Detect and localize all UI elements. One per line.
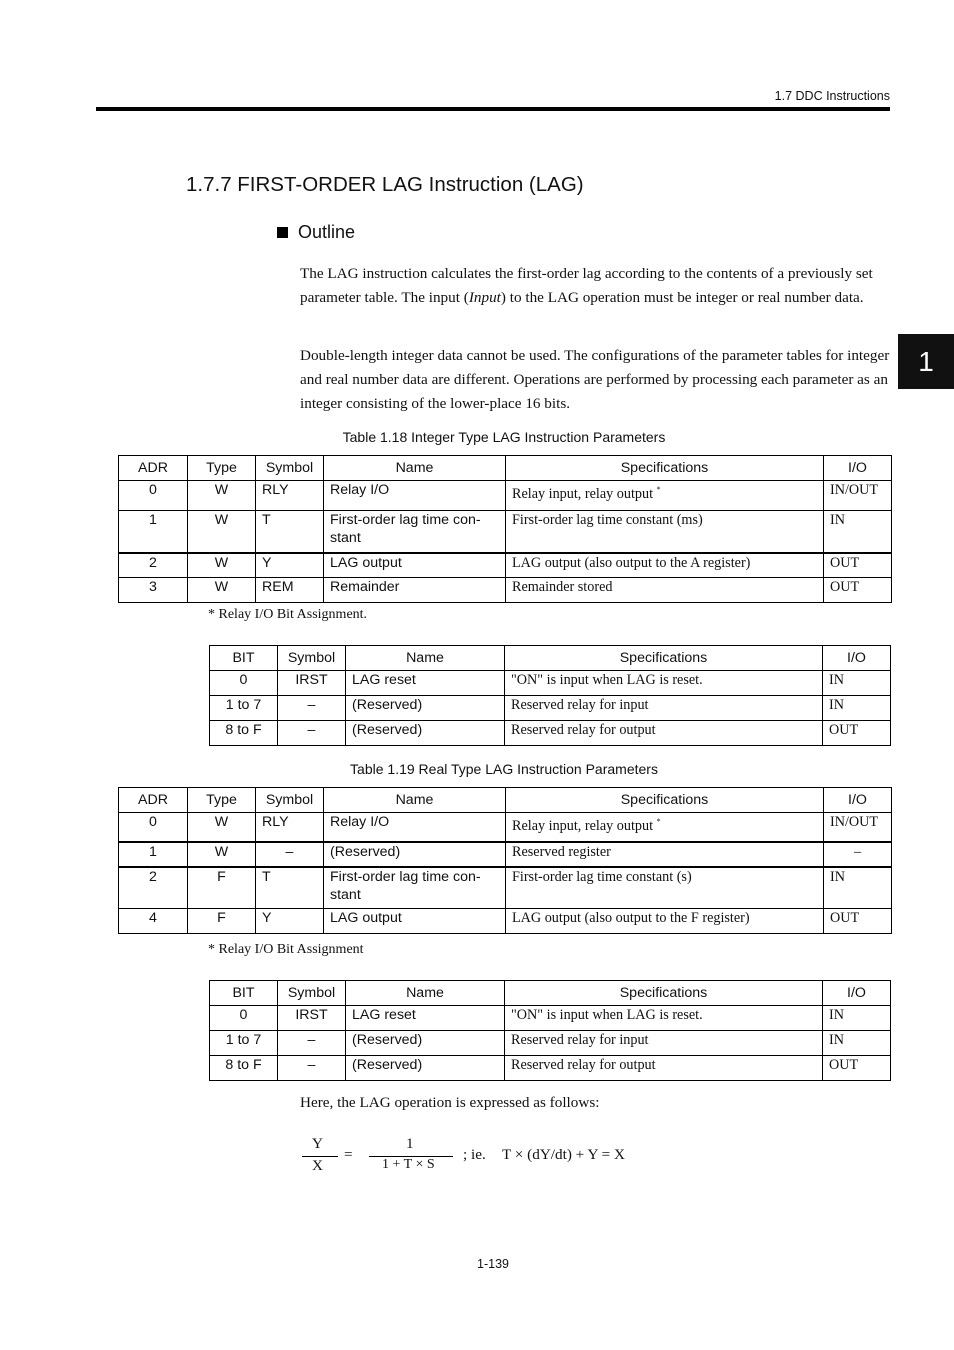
- chapter-tab: 1: [898, 334, 954, 389]
- equation-rhs-numerator: 1: [406, 1135, 414, 1152]
- cell-specifications: Reserved relay for input: [505, 696, 823, 721]
- cell-specifications: Reserved register: [506, 842, 824, 867]
- cell-symbol: RLY: [256, 481, 324, 511]
- cell-bit: 0: [210, 1006, 278, 1031]
- col-header-name: Name: [346, 646, 505, 671]
- cell-symbol: RLY: [256, 813, 324, 842]
- col-header-symbol: Symbol: [256, 456, 324, 481]
- cell-io: –: [824, 842, 892, 867]
- cell-type: W: [188, 511, 256, 553]
- cell-symbol: Y: [256, 553, 324, 578]
- cell-name: LAG reset: [346, 1006, 505, 1031]
- square-bullet-icon: [277, 227, 288, 238]
- cell-symbol: IRST: [278, 671, 346, 696]
- col-header-type: Type: [188, 788, 256, 813]
- cell-name: LAG reset: [346, 671, 505, 696]
- table-row: [210, 1006, 891, 1031]
- cell-specifications: Reserved relay for output: [505, 721, 823, 746]
- cell-symbol: –: [278, 696, 346, 721]
- cell-name: LAG output: [324, 909, 506, 934]
- col-header-name: Name: [346, 981, 505, 1006]
- cell-symbol: IRST: [278, 1006, 346, 1031]
- table-row: [119, 578, 892, 603]
- cell-type: W: [188, 813, 256, 842]
- cell-adr: 1: [119, 511, 188, 553]
- cell-name: Relay I/O: [324, 813, 506, 842]
- cell-type: W: [188, 578, 256, 603]
- cell-io: OUT: [824, 553, 892, 578]
- real-parameter-table: [118, 787, 892, 934]
- cell-name: Relay I/O: [324, 481, 506, 511]
- table-1-19-caption: Table 1.19 Real Type LAG Instruction Parameters: [350, 761, 658, 777]
- cell-bit: 8 to F: [210, 1056, 278, 1081]
- cell-type: F: [188, 867, 256, 909]
- col-header-adr: ADR: [119, 456, 188, 481]
- page-number: 1-139: [477, 1257, 509, 1271]
- cell-adr: 4: [119, 909, 188, 934]
- cell-io: IN/OUT: [824, 481, 892, 511]
- cell-bit: 0: [210, 671, 278, 696]
- cell-type: F: [188, 909, 256, 934]
- table-row: [119, 867, 892, 909]
- equation-rhs-denominator: 1 + T × S: [382, 1157, 435, 1172]
- col-header-name: Name: [324, 456, 506, 481]
- cell-name: Remainder: [324, 578, 506, 603]
- col-header-specifications: Specifications: [505, 646, 823, 671]
- cell-io: OUT: [824, 909, 892, 934]
- footnote-mark: *: [656, 485, 661, 494]
- cell-name: (Reserved): [346, 1056, 505, 1081]
- table-row: [210, 1031, 891, 1056]
- col-header-specifications: Specifications: [506, 788, 824, 813]
- col-header-io: I/O: [823, 981, 891, 1006]
- cell-symbol: Y: [256, 909, 324, 934]
- cell-io: OUT: [823, 1056, 891, 1081]
- cell-specifications: First-order lag time constant (ms): [506, 511, 824, 553]
- cell-symbol: –: [278, 1056, 346, 1081]
- col-header-bit: BIT: [210, 646, 278, 671]
- cell-symbol: –: [278, 721, 346, 746]
- cell-io: IN: [824, 867, 892, 909]
- paragraph-expression-intro: Here, the LAG operation is expressed as follows:: [300, 1094, 600, 1111]
- cell-type: W: [188, 553, 256, 578]
- table-1-18-caption: Table 1.18 Integer Type LAG Instruction Parameters: [342, 429, 666, 445]
- outline-heading: [277, 222, 355, 243]
- equation-lhs-denominator: X: [312, 1157, 323, 1174]
- cell-name: First-order lag time con-stant: [324, 511, 506, 553]
- cell-adr: 0: [119, 813, 188, 842]
- cell-type: W: [188, 481, 256, 511]
- table-row: [210, 696, 891, 721]
- relay-bit-table-integer: [209, 645, 891, 746]
- cell-specifications: Reserved relay for output: [505, 1056, 823, 1081]
- paragraph-intro: [300, 262, 892, 310]
- col-header-adr: ADR: [119, 788, 188, 813]
- cell-io: IN/OUT: [824, 813, 892, 842]
- cell-specifications: Reserved relay for input: [505, 1031, 823, 1056]
- equation-equals: =: [344, 1146, 353, 1163]
- cell-symbol: T: [256, 867, 324, 909]
- cell-name: First-order lag time con-stant: [324, 867, 506, 909]
- cell-io: IN: [823, 1006, 891, 1031]
- cell-spec-text: Relay input, relay output: [512, 818, 654, 834]
- cell-adr: 3: [119, 578, 188, 603]
- cell-symbol: T: [256, 511, 324, 553]
- cell-bit: 1 to 7: [210, 696, 278, 721]
- cell-adr: 0: [119, 481, 188, 511]
- footnote-mark: *: [656, 817, 661, 826]
- input-term: Input: [468, 289, 501, 306]
- cell-specifications: First-order lag time constant (s): [506, 867, 824, 909]
- table-row: [210, 1056, 891, 1081]
- cell-name: (Reserved): [346, 696, 505, 721]
- col-header-io: I/O: [824, 788, 892, 813]
- cell-specifications: [506, 481, 824, 511]
- cell-io: IN: [823, 671, 891, 696]
- cell-type: W: [188, 842, 256, 867]
- relay-bit-table-real: [209, 980, 891, 1081]
- cell-bit: 8 to F: [210, 721, 278, 746]
- running-header: 1.7 DDC Instructions: [774, 89, 890, 103]
- table-row: [119, 553, 892, 578]
- cell-specifications: "ON" is input when LAG is reset.: [505, 1006, 823, 1031]
- col-header-io: I/O: [824, 456, 892, 481]
- col-header-type: Type: [188, 456, 256, 481]
- relay-bit-note: * Relay I/O Bit Assignment: [208, 942, 364, 957]
- cell-io: IN: [824, 511, 892, 553]
- cell-specifications: [506, 813, 824, 842]
- cell-specifications: LAG output (also output to the A register): [506, 553, 824, 578]
- cell-adr: 1: [119, 842, 188, 867]
- equation-lhs-numerator: Y: [312, 1135, 323, 1152]
- cell-name: (Reserved): [324, 842, 506, 867]
- table-row: [210, 721, 891, 746]
- cell-spec-text: Relay input, relay output: [512, 486, 654, 502]
- cell-specifications: "ON" is input when LAG is reset.: [505, 671, 823, 696]
- col-header-io: I/O: [823, 646, 891, 671]
- cell-io: OUT: [823, 721, 891, 746]
- paragraph-intro-a: The LAG instruction calculates the first-order lag according to the contents of a previously set parameter table. The input (: [300, 265, 873, 306]
- cell-symbol: –: [278, 1031, 346, 1056]
- col-header-symbol: Symbol: [278, 646, 346, 671]
- cell-specifications: Remainder stored: [506, 578, 824, 603]
- header-rule: [96, 107, 890, 111]
- cell-symbol: REM: [256, 578, 324, 603]
- cell-adr: 2: [119, 553, 188, 578]
- cell-io: IN: [823, 1031, 891, 1056]
- cell-adr: 2: [119, 867, 188, 909]
- cell-bit: 1 to 7: [210, 1031, 278, 1056]
- col-header-symbol: Symbol: [278, 981, 346, 1006]
- table-row: [119, 511, 892, 553]
- equation-differential-form: T × (dY/dt) + Y = X: [502, 1146, 625, 1163]
- table-row: [119, 481, 892, 511]
- col-header-specifications: Specifications: [506, 456, 824, 481]
- col-header-bit: BIT: [210, 981, 278, 1006]
- table-row: [119, 909, 892, 934]
- cell-name: LAG output: [324, 553, 506, 578]
- table-row: [119, 813, 892, 842]
- relay-bit-note: * Relay I/O Bit Assignment.: [208, 607, 368, 622]
- cell-name: (Reserved): [346, 721, 505, 746]
- col-header-name: Name: [324, 788, 506, 813]
- col-header-specifications: Specifications: [505, 981, 823, 1006]
- cell-io: OUT: [824, 578, 892, 603]
- table-row: [210, 671, 891, 696]
- outline-heading-text: Outline: [298, 222, 356, 242]
- paragraph-intro-b: ) to the LAG operation must be integer or real number data.: [500, 289, 864, 306]
- integer-parameter-table: [118, 455, 892, 603]
- col-header-symbol: Symbol: [256, 788, 324, 813]
- equation-ie: ; ie.: [463, 1146, 486, 1163]
- table-row: [119, 842, 892, 867]
- section-title: 1.7.7 FIRST-ORDER LAG Instruction (LAG): [186, 173, 584, 196]
- cell-io: IN: [823, 696, 891, 721]
- cell-symbol: –: [256, 842, 324, 867]
- cell-specifications: LAG output (also output to the F register): [506, 909, 824, 934]
- paragraph-configuration: Double-length integer data cannot be used. The configurations of the parameter tables for integer and real number data are different. Operations are performed by processing each parameter as an integer consisting of the lower-place 16 bits.: [300, 347, 890, 412]
- cell-name: (Reserved): [346, 1031, 505, 1056]
